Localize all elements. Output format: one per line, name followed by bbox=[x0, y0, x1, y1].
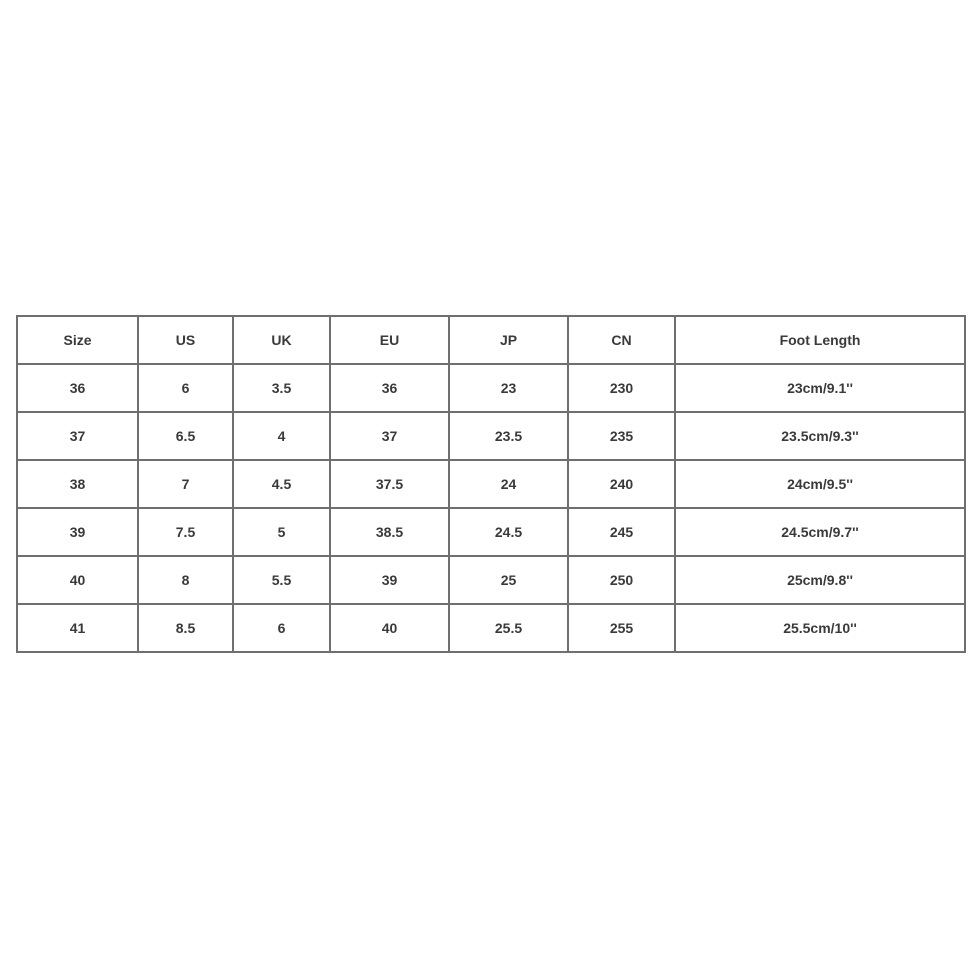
header-size: Size bbox=[17, 316, 138, 364]
header-uk: UK bbox=[233, 316, 330, 364]
cell-size: 36 bbox=[17, 364, 138, 412]
cell-uk: 4 bbox=[233, 412, 330, 460]
header-cn: CN bbox=[568, 316, 675, 364]
table-row bbox=[17, 604, 965, 652]
cell-uk: 3.5 bbox=[233, 364, 330, 412]
cell-uk: 6 bbox=[233, 604, 330, 652]
cell-foot-length: 25.5cm/10'' bbox=[675, 604, 965, 652]
table-row bbox=[17, 460, 965, 508]
cell-jp: 23.5 bbox=[449, 412, 568, 460]
cell-eu: 36 bbox=[330, 364, 449, 412]
cell-uk: 5.5 bbox=[233, 556, 330, 604]
cell-foot-length: 23.5cm/9.3'' bbox=[675, 412, 965, 460]
header-row bbox=[17, 316, 965, 364]
cell-jp: 24.5 bbox=[449, 508, 568, 556]
cell-jp: 25.5 bbox=[449, 604, 568, 652]
cell-foot-length: 25cm/9.8'' bbox=[675, 556, 965, 604]
cell-us: 6.5 bbox=[138, 412, 233, 460]
cell-cn: 250 bbox=[568, 556, 675, 604]
cell-size: 37 bbox=[17, 412, 138, 460]
cell-cn: 255 bbox=[568, 604, 675, 652]
cell-eu: 38.5 bbox=[330, 508, 449, 556]
cell-us: 7.5 bbox=[138, 508, 233, 556]
cell-cn: 230 bbox=[568, 364, 675, 412]
cell-uk: 5 bbox=[233, 508, 330, 556]
cell-eu: 37.5 bbox=[330, 460, 449, 508]
table-row bbox=[17, 364, 965, 412]
cell-eu: 40 bbox=[330, 604, 449, 652]
cell-foot-length: 24cm/9.5'' bbox=[675, 460, 965, 508]
cell-us: 7 bbox=[138, 460, 233, 508]
cell-foot-length: 24.5cm/9.7'' bbox=[675, 508, 965, 556]
cell-uk: 4.5 bbox=[233, 460, 330, 508]
cell-jp: 24 bbox=[449, 460, 568, 508]
cell-size: 39 bbox=[17, 508, 138, 556]
cell-us: 8.5 bbox=[138, 604, 233, 652]
table-row bbox=[17, 508, 965, 556]
size-chart-table bbox=[16, 315, 966, 653]
cell-jp: 25 bbox=[449, 556, 568, 604]
table-row bbox=[17, 412, 965, 460]
cell-cn: 235 bbox=[568, 412, 675, 460]
cell-foot-length: 23cm/9.1'' bbox=[675, 364, 965, 412]
header-eu: EU bbox=[330, 316, 449, 364]
cell-us: 6 bbox=[138, 364, 233, 412]
header-us: US bbox=[138, 316, 233, 364]
cell-size: 40 bbox=[17, 556, 138, 604]
cell-jp: 23 bbox=[449, 364, 568, 412]
header-jp: JP bbox=[449, 316, 568, 364]
header-foot-length: Foot Length bbox=[675, 316, 965, 364]
cell-cn: 245 bbox=[568, 508, 675, 556]
cell-size: 41 bbox=[17, 604, 138, 652]
cell-eu: 39 bbox=[330, 556, 449, 604]
cell-cn: 240 bbox=[568, 460, 675, 508]
cell-eu: 37 bbox=[330, 412, 449, 460]
table-row bbox=[17, 556, 965, 604]
cell-us: 8 bbox=[138, 556, 233, 604]
cell-size: 38 bbox=[17, 460, 138, 508]
